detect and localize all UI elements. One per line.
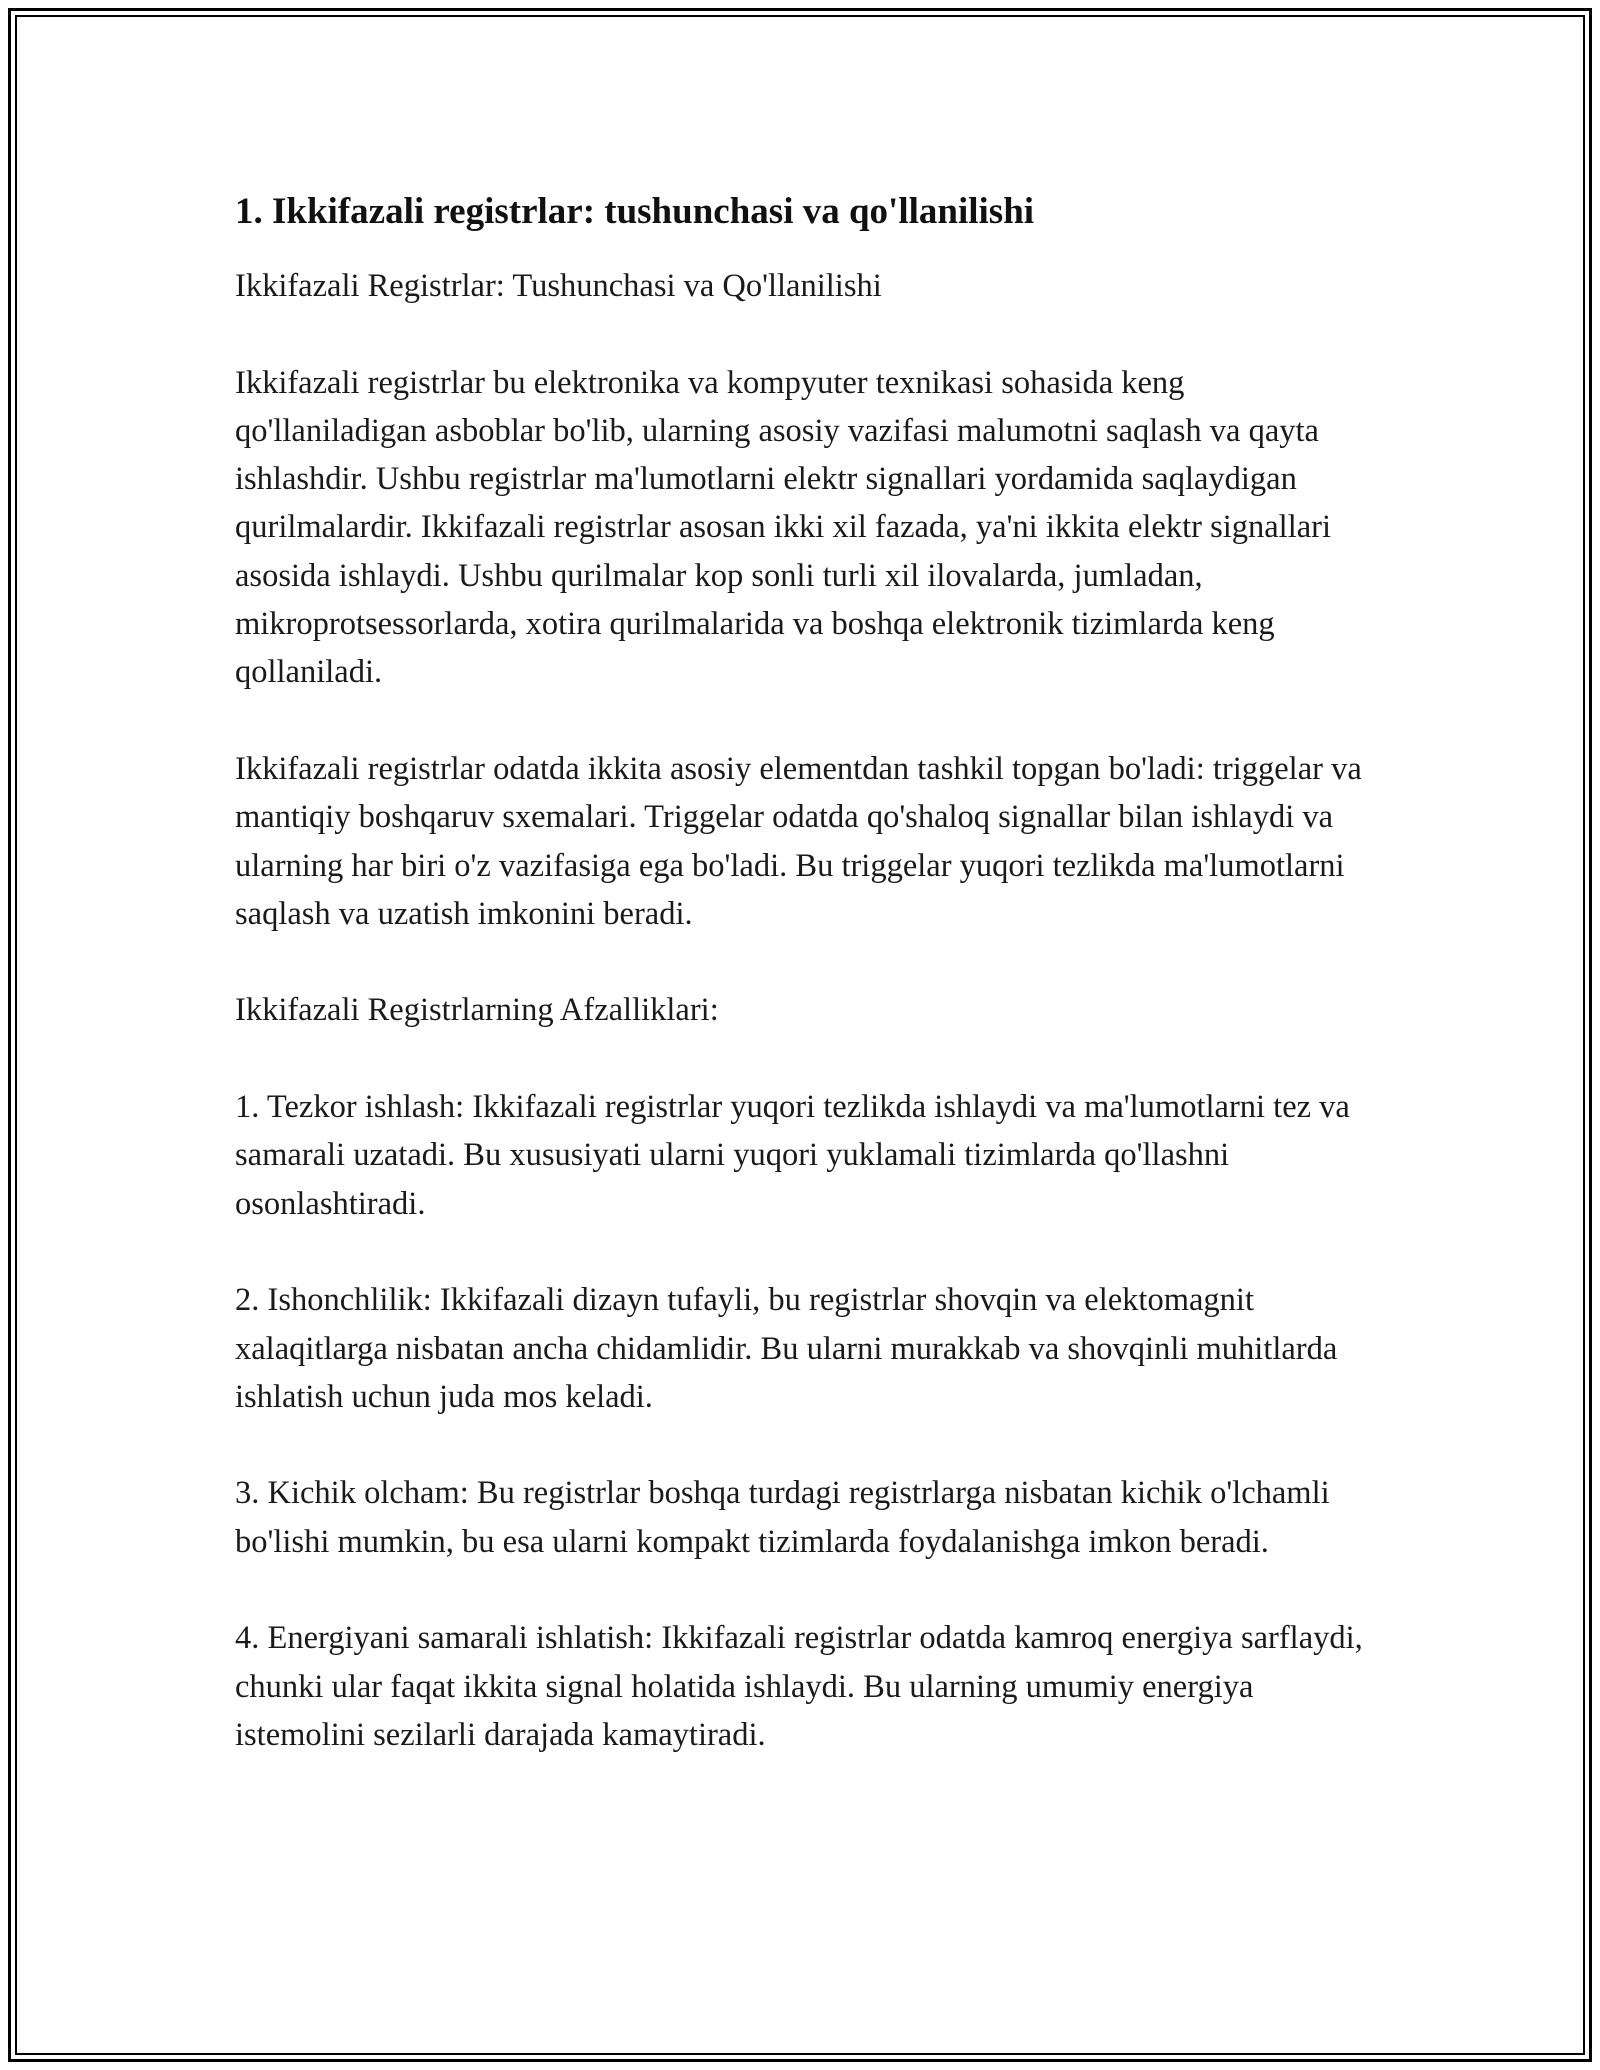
subtitle: Ikkifazali Registrlar: Tushunchasi va Qo'llanilishi bbox=[235, 268, 882, 304]
advantage-item-size: 3. Kichik olcham: Bu registrlar boshqa turdagi registrlarga nisbatan kichik o'lchamli bo'lishi mumkin, bu esa ularni kompakt tizimlarda foydalanishga imkon beradi. bbox=[235, 1475, 1330, 1560]
advantage-item-reliability: 2. Ishonchlilik: Ikkifazali dizayn tufayli, bu registrlar shovqin va elektomagnit xalaqitlarga nisbatan ancha chidamlidir. Bu ularni murakkab va shovqinli muhitlarda ishlatish uchun juda mos keladi. bbox=[235, 1282, 1338, 1415]
document-body bbox=[235, 188, 1370, 1808]
paragraph-structure: Ikkifazali registrlar odatda ikkita asosiy elementdan tashkil topgan bo'ladi: triggelar va mantiqiy boshqaruv sxemalari. Triggelar odatda qo'shaloq signallar bilan ishlaydi va ularning har biri o'z vazifasiga ega bo'ladi. Bu triggelar yuqori tezlikda ma'lumotlarni saqlash va uzatish imkonini beradi. bbox=[235, 750, 1362, 932]
advantage-item-speed: 1. Tezkor ishlash: Ikkifazali registrlar yuqori tezlikda ishlaydi va ma'lumotlarni tez va samarali uzatadi. Bu xususiyati ularni yuqori yuklamali tizimlarda qo'llashni osonlashtiradi. bbox=[235, 1089, 1350, 1222]
page-title: 1. Ikkifazali registrlar: tushunchasi va qo'llanilishi bbox=[235, 191, 1035, 232]
advantage-item-energy: 4. Energiyani samarali ishlatish: Ikkifazali registrlar odatda kamroq energiya sarflaydi, chunki ular faqat ikkita signal holatida ishlaydi. Bu ularning umumiy energiya istemolini sezilarli darajada kamaytiradi. bbox=[235, 1620, 1363, 1753]
advantages-heading: Ikkifazali Registrlarning Afzalliklari: bbox=[235, 992, 719, 1029]
paragraph-intro: Ikkifazali registrlar bu elektronika va kompyuter texnikasi sohasida keng qo'llaniladigan asboblar bo'lib, ularning asosiy vazifasi malumotni saqlash va qayta ishlashdir. Ushbu registrlar ma'lumotlarni elektr signallari yordamida saqlaydigan qurilmalardir. Ikkifazali registrlar asosan ikki xil fazada, ya'ni ikkita elektr signallari asosida ishlaydi. Ushbu qurilmalar kop sonli turli xil ilovalarda, jumladan, mikroprotsessorlarda, xotira qurilmalarida va boshqa elektronik tizimlarda keng qollaniladi. bbox=[235, 364, 1332, 691]
